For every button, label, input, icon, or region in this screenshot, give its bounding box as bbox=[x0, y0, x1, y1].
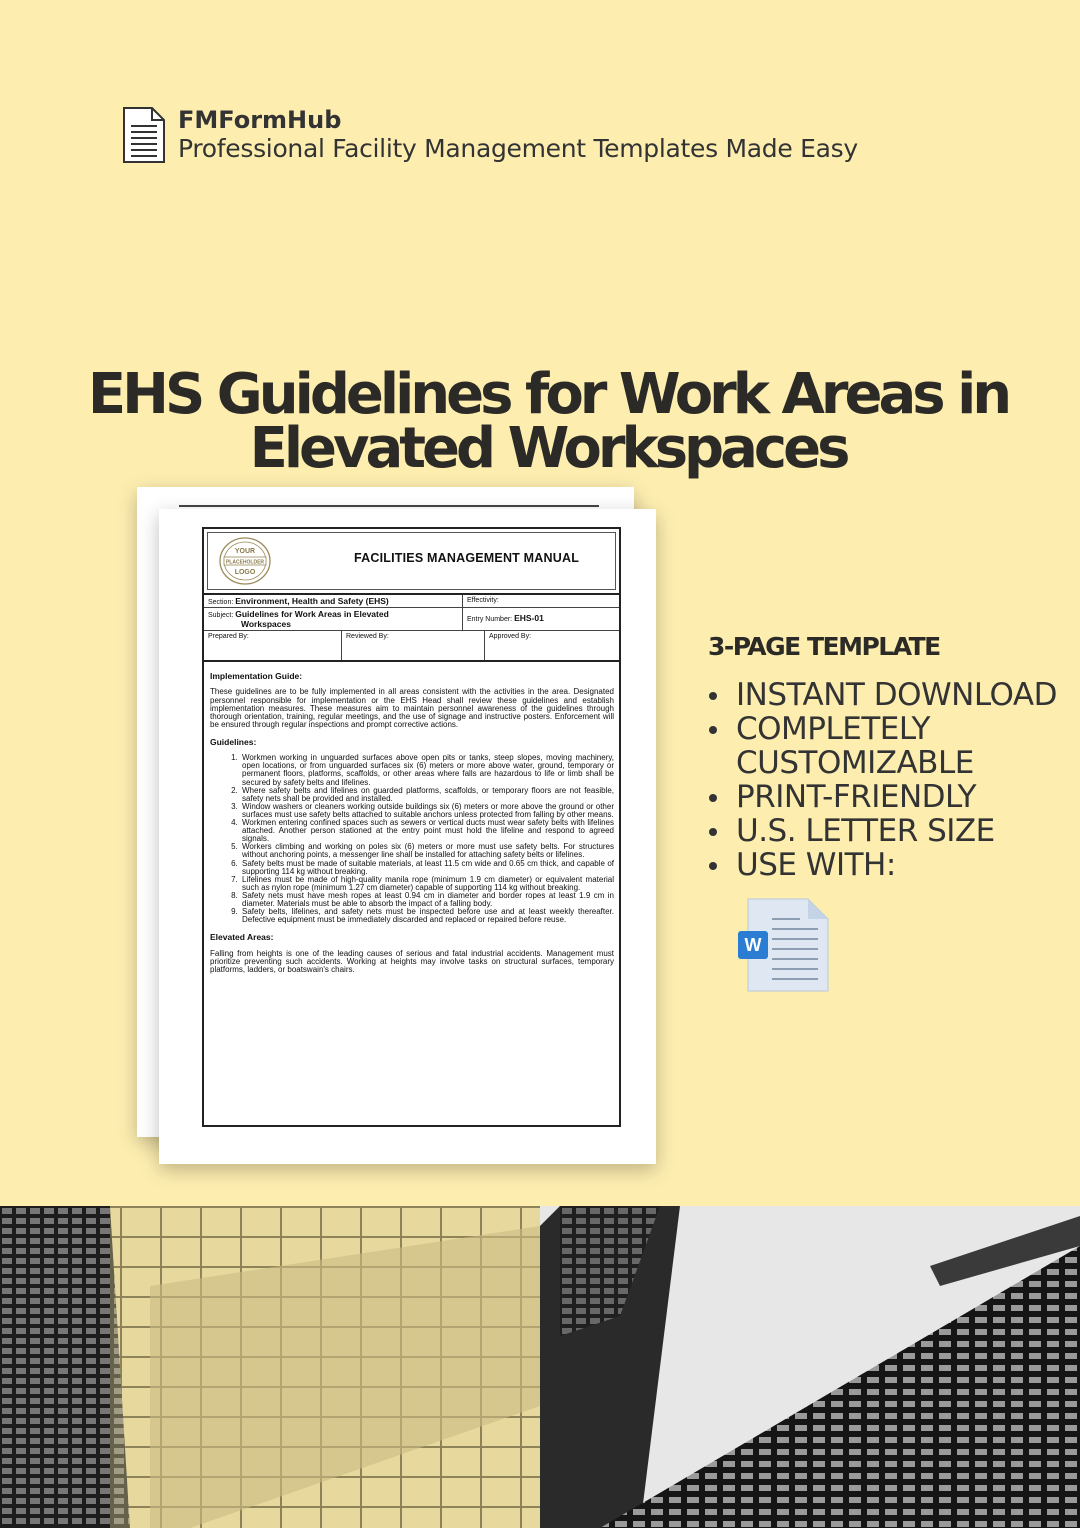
elevated-text: Falling from heights is one of the leading causes of serious and fatal industrial accidents. Management must prioritize preventing such accidents. Working at heights may involve tasks on structural surfaces, temporary platforms, ladders, or boatswain's chairs. bbox=[210, 948, 614, 974]
brand-tagline: Professional Facility Management Templates Made Easy bbox=[178, 134, 858, 163]
page-title bbox=[0, 362, 1080, 481]
brand-name: FMFormHub bbox=[178, 106, 342, 134]
guideline-item: 4. Workmen entering confined spaces such as sewers or vertical ducts must wear safety belts with lifelines attached. Another person stationed at the entry point must hold the lifeline and respond to agreed signals. bbox=[240, 819, 614, 843]
svg-text:PLACEHOLDER: PLACEHOLDER bbox=[225, 559, 265, 566]
document-body bbox=[204, 662, 619, 974]
implementation-text: These guidelines are to be fully implemented in all areas consistent with the activities in the area. Designated personnel responsible for implementation or the EHS Head shall review these guidelines and establish implementation measures. These measures aim to maintain personnel awareness of the guidelines through thorough orientation, training, regular meetings, and the use of signage and instructive posters. Enforcement will be ensured through regular inspections and prompt corrective actions. bbox=[210, 687, 614, 729]
placeholder-logo bbox=[218, 536, 272, 586]
guideline-item: 1. Workmen working in unguarded surfaces above open pits or tanks, steep slopes, moving machinery, open locations, or from unguarded surfaces six (6) meters or more above water, ground, temporary or permanent floors, platforms, scaffolds, or other areas where falls are hazardous to life or limb shall be secured by safety belts and lifelines. bbox=[240, 754, 614, 786]
document-frame bbox=[202, 527, 621, 1127]
section-label: Section: bbox=[208, 599, 234, 606]
svg-text:YOUR: YOUR bbox=[234, 548, 256, 555]
guideline-item: 6. Safety belts must be made of suitable materials, at least 11.5 cm wide and 0.65 cm thick, and capable of supporting 114 kg without breaking. bbox=[240, 860, 614, 876]
implementation-heading: Implementation Guide: bbox=[210, 671, 303, 681]
guideline-item: 3. Window washers or cleaners working outside buildings six (6) meters or more above the ground or other surfaces must use safety belts attached to suitable anchors unless protected from falling by other means. bbox=[240, 803, 614, 819]
word-document-icon bbox=[738, 897, 830, 993]
feature-item: COMPLETELY bbox=[736, 712, 1076, 746]
document-icon bbox=[122, 106, 166, 164]
brand-header bbox=[122, 106, 858, 164]
prepared-by: Prepared By: bbox=[208, 633, 249, 640]
feature-item: U.S. LETTER SIZE bbox=[736, 814, 1076, 848]
feature-item: USE WITH: bbox=[736, 848, 1076, 882]
subject-label: Subject: bbox=[208, 612, 234, 619]
svg-text:W: W bbox=[744, 935, 762, 955]
document-meta-table bbox=[204, 595, 619, 662]
guideline-item: 8. Safety nets must have mesh ropes at least 0.94 cm in diameter and border ropes at least 1.9 cm in diameter. Materials must be able to absorb the impact of a falling body. bbox=[240, 892, 614, 908]
guideline-item: 9. Safety belts, lifelines, and safety nets must be inspected before use and at least weekly thereafter. Defective equipment must be immediately discarded and replaced or repaired before reuse. bbox=[240, 908, 614, 924]
svg-text:LOGO: LOGO bbox=[234, 569, 256, 576]
effectivity-label: Effectivity: bbox=[467, 597, 499, 604]
elevated-heading: Elevated Areas: bbox=[210, 932, 274, 943]
entry-value: EHS-01 bbox=[514, 613, 544, 623]
feature-item: INSTANT DOWNLOAD bbox=[736, 678, 1076, 712]
guideline-item: 5. Workers climbing and working on poles six (6) meters or more must use safety belts. For structures without anchoring points, a messenger line shall be installed for attaching safety belts or lifelines. bbox=[240, 843, 614, 859]
section-value: Environment, Health and Safety (EHS) bbox=[235, 596, 389, 606]
approved-by: Approved By: bbox=[484, 631, 619, 660]
entry-label: Entry Number: bbox=[467, 616, 513, 623]
page-count-label: 3-PAGE TEMPLATE bbox=[708, 632, 940, 661]
title-line-2: Elevated Workspaces bbox=[249, 416, 847, 481]
feature-item-continued: CUSTOMIZABLE bbox=[736, 745, 974, 781]
skyscraper-photo bbox=[0, 1206, 1080, 1528]
guideline-item: 2. Where safety belts and lifelines on guarded platforms, scaffolds, or temporary floors are not feasible, safety nets shall be provided and installed. bbox=[240, 787, 614, 803]
feature-list bbox=[736, 678, 1076, 882]
guideline-item: 7. Lifelines must be made of high-quality manila rope (minimum 1.9 cm diameter) or equivalent material such as nylon rope (minimum 1.27 cm diameter) capable of supporting 114 kg without breaking. bbox=[240, 876, 614, 892]
title-line-1: EHS Guidelines for Work Areas in bbox=[87, 362, 1009, 427]
manual-title: FACILITIES MANAGEMENT MANUAL bbox=[354, 551, 580, 565]
reviewed-by: Reviewed By: bbox=[341, 631, 484, 660]
feature-item: PRINT-FRIENDLY bbox=[736, 780, 1076, 814]
subject-value: Guidelines for Work Areas in Elevated Workspaces bbox=[235, 609, 389, 629]
guidelines-list bbox=[210, 754, 614, 924]
document-header bbox=[204, 529, 619, 595]
guidelines-heading: Guidelines: bbox=[210, 736, 257, 747]
document-preview bbox=[159, 509, 656, 1164]
